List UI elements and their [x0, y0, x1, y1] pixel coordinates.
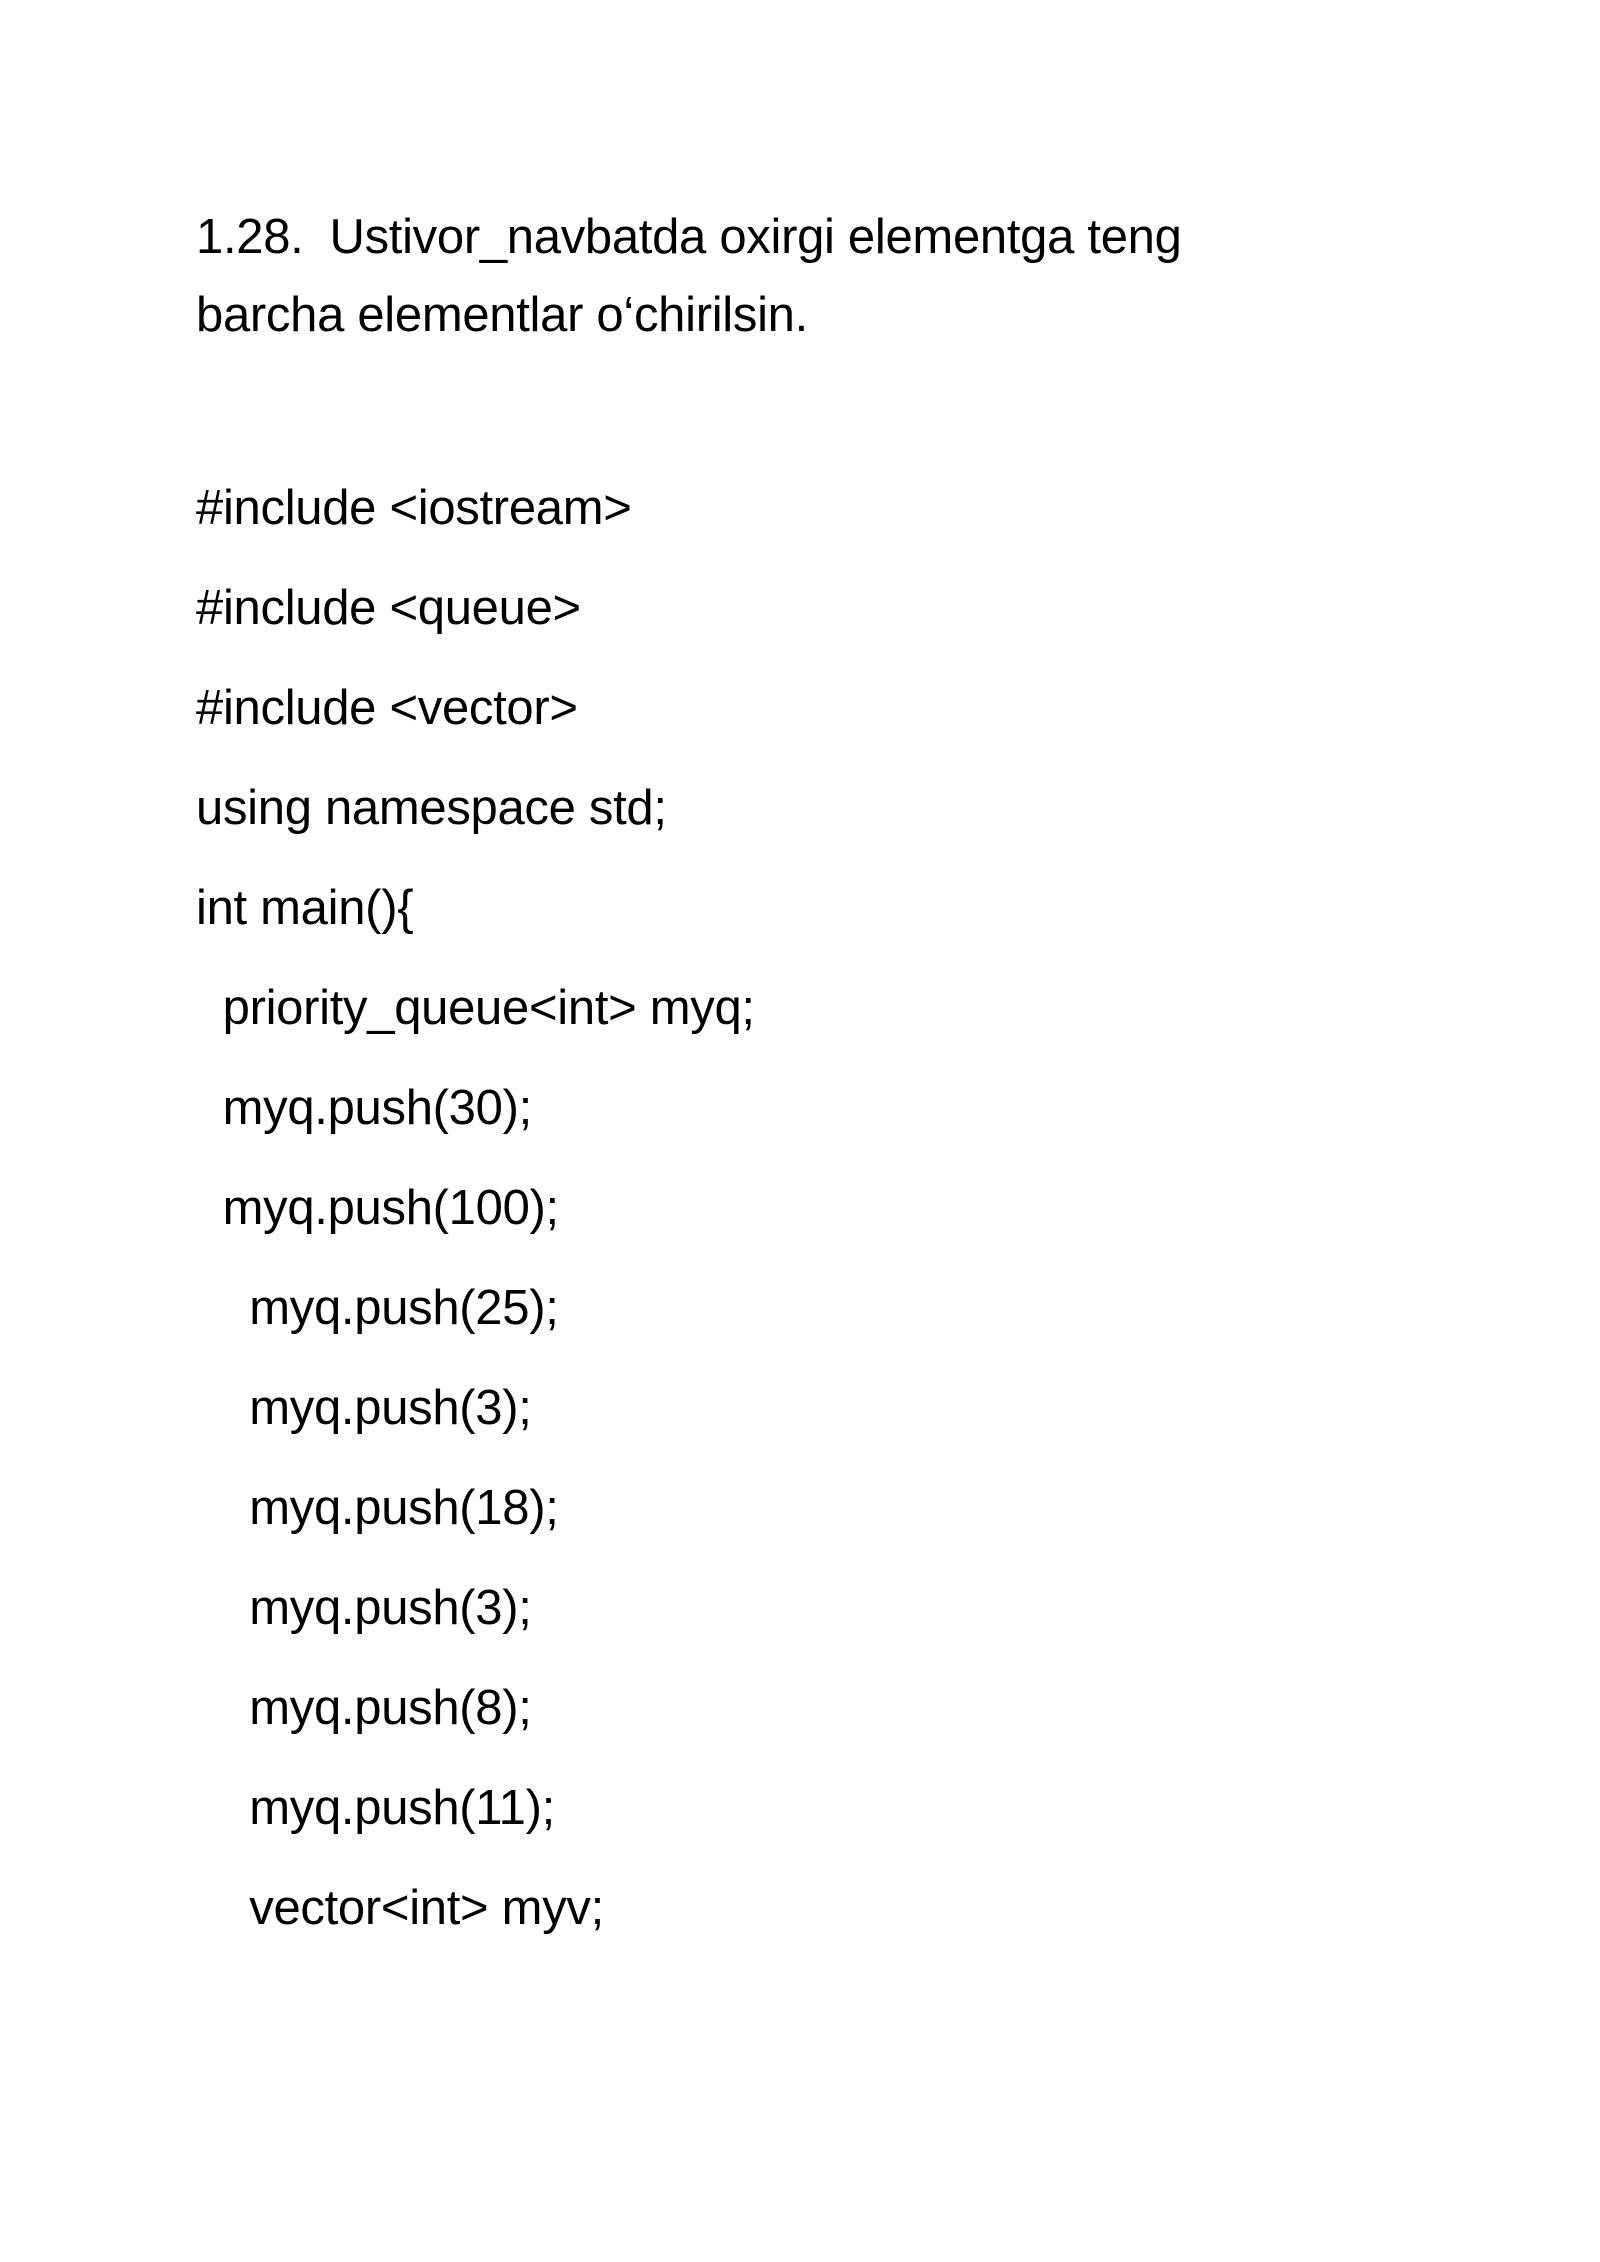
code-line: vector<int> myv;	[196, 1881, 604, 1935]
code-line: myq.push(3);	[196, 1581, 532, 1635]
task-title-part-1: Ustivor_navbatda oxirgi elementga teng	[329, 210, 1182, 264]
code-line: #include <queue>	[196, 581, 581, 635]
code-line: myq.push(25);	[196, 1281, 559, 1335]
code-line: priority_queue<int> myq;	[196, 981, 755, 1035]
code-line: myq.push(8);	[196, 1681, 532, 1735]
code-line: myq.push(30);	[196, 1081, 532, 1135]
task-title-part-2: barcha elementlar o‘chirilsin.	[196, 288, 808, 342]
code-line: #include <iostream>	[196, 481, 632, 535]
code-line: int main(){	[196, 881, 414, 935]
task-heading	[196, 198, 1446, 354]
task-heading-line-1	[196, 198, 1446, 276]
code-line: using namespace std;	[196, 781, 667, 835]
code-line: myq.push(11);	[196, 1781, 555, 1835]
code-line: #include <vector>	[196, 681, 578, 735]
code-block	[196, 474, 1446, 1974]
code-line: myq.push(18);	[196, 1481, 559, 1535]
task-number: 1.28.	[196, 210, 304, 264]
code-line: myq.push(100);	[196, 1181, 559, 1235]
code-line: myq.push(3);	[196, 1381, 532, 1435]
